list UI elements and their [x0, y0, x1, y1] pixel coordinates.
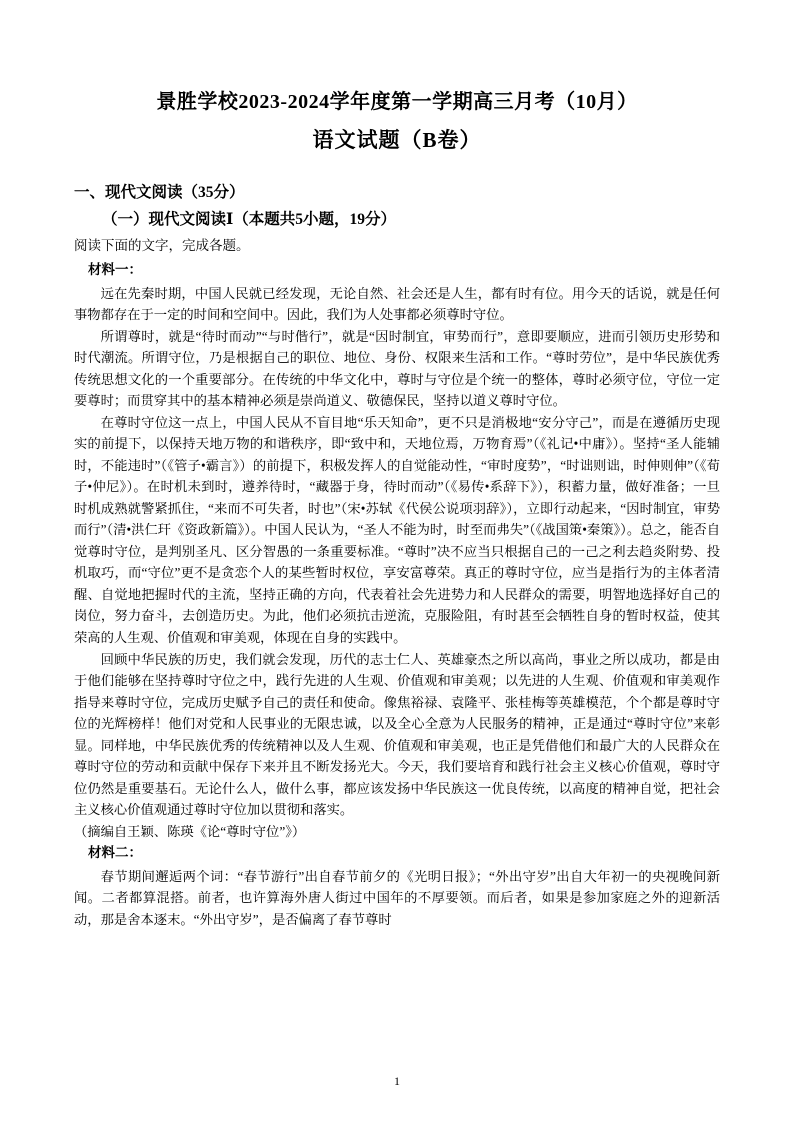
material-one-label: 材料一：: [88, 262, 142, 278]
paragraph: 远在先秦时期，中国人民就已经发现，无论自然、社会还是人生，都有时有位。用今天的话说，就是任何事物都存在于一定的时间和空间中。因此，我们为人处事都必须尊时守位。: [74, 285, 720, 323]
page-subtitle: 语文试题（B卷）: [312, 128, 482, 152]
page-title: 景胜学校2023-2024学年度第一学期高三月考（10月）: [156, 91, 638, 113]
paragraph: 春节期间邂逅两个词：“春节游行”出自春节前夕的《光明日报》；“外出守岁”出自大年初一的央视晚间新闻。二者都算混搭。前者，也许算海外唐人街过中国年的不厚要领。而后者，如果是参加家庭之外的迎新活动，那是舍本逐末。“外出守岁”，是否偏离了春节尊时: [74, 868, 720, 927]
paragraph: 回顾中华民族的历史，我们就会发现，历代的志士仁人、英雄豪杰之所以高尚，事业之所以成功，都是由于他们能够在坚持尊时守位之中，践行先进的人生观、价值观和审美观；以先进的人生观、价值观和审美观作指导来尊时守位，完成历史赋予自己的责任和使命。像焦裕禄、袁隆平、张桂梅等英雄模范，个个都是尊时守位的光辉榜样！他们对党和人民事业的无限忠诚，以及全心全意为人民服务的精神，正是通过“尊时守位”来彰显。同样地，中华民族优秀的传统精神以及人生观、价值观和审美观，也正是凭借他们和最广大的人民群众在尊时守位的劳动和贡献中保存下来并且不断发扬光大。今天，我们要培育和践行社会主义核心价值观，尊时守位仍然是重要基石。无论什么人，做什么事，都应该发扬中华民族这一优良传统，以高度的精神自觉，把社会主义核心价值观通过尊时守位加以贯彻和落实。: [74, 651, 720, 818]
reading-instruction: 阅读下面的文字，完成各题。: [74, 237, 250, 253]
page-number: 1: [394, 1074, 400, 1088]
material-two-label: 材料二：: [88, 845, 142, 861]
paragraph: 在尊时守位这一点上，中国人民从不盲目地“乐天知命”，更不只是消极地“安分守己”，而是在遵循历史现实的前提下，以保持天地万物的和谐秩序，即“致中和，天地位焉，万物育焉”（《礼记•中庸》）。坚持“圣人能辅时，不能违时”（《管子•霸言》）的前提下，积极发挥人的自觉能动性，“审时度势”，“时诎则诎，时伸则伸”（《荀子•仲尼》）。在时机未到时，遵养待时，“藏器于身，待时而动”（《易传•系辞下》），积蓄力量，做好准备；一旦时机成熟就警紧抓住，“来而不可失者，时也”（宋•苏轼《代侯公说项羽辞》），立即行动起来，“因时制宜，审势而行”（清•洪仁玕《资政新篇》）。中国人民认为，“圣人不能为时，时至而弗失”（《战国策•秦策》）。总之，能否自觉尊时守位，是判别圣凡、区分智愚的一条重要标准。“尊时”决不应当只根据自己的一己之利去趋炎附势、投机取巧，而“守位”更不是贪恋个人的某些暂时权位，享安富尊荣。真正的尊时守位，应当是指行为的主体者清醒、自觉地把握时代的主流，坚持正确的方向，代表着社会先进势力和人民群众的需要，明智地选择好自己的岗位，努力奋斗，去创造历史。为此，他们必须抗击逆流，克服险阻，有时甚至会牺牲自身的暂时权益，使其荣高的人生观、价值观和审美观，体现在自身的实践中。: [74, 414, 720, 646]
subsection-heading: （一）现代文阅读Ⅰ（本题共5小题，19分）: [102, 211, 397, 229]
section-heading: 一、现代文阅读（35分）: [74, 184, 245, 202]
material-one-source: （摘编自王颖、陈瑛《论“尊时守位”》）: [74, 823, 306, 839]
paragraph: 所谓尊时，就是“待时而动”“与时偕行”，就是“因时制宜，审势而行”，意即要顺应，进而引领历史形势和时代潮流。所谓守位，乃是根据自己的职位、地位、身份、权限来生活和工作。“尊时劳位”，是中华民族优秀传统思想文化的一个重要部分。在传统的中华文化中，尊时与守位是个统一的整体，尊时必须守位，守位一定要尊时；而贯穿其中的基本精神必须是崇尚道义、敬德保民，坚持以道义尊时守位。: [74, 328, 720, 409]
